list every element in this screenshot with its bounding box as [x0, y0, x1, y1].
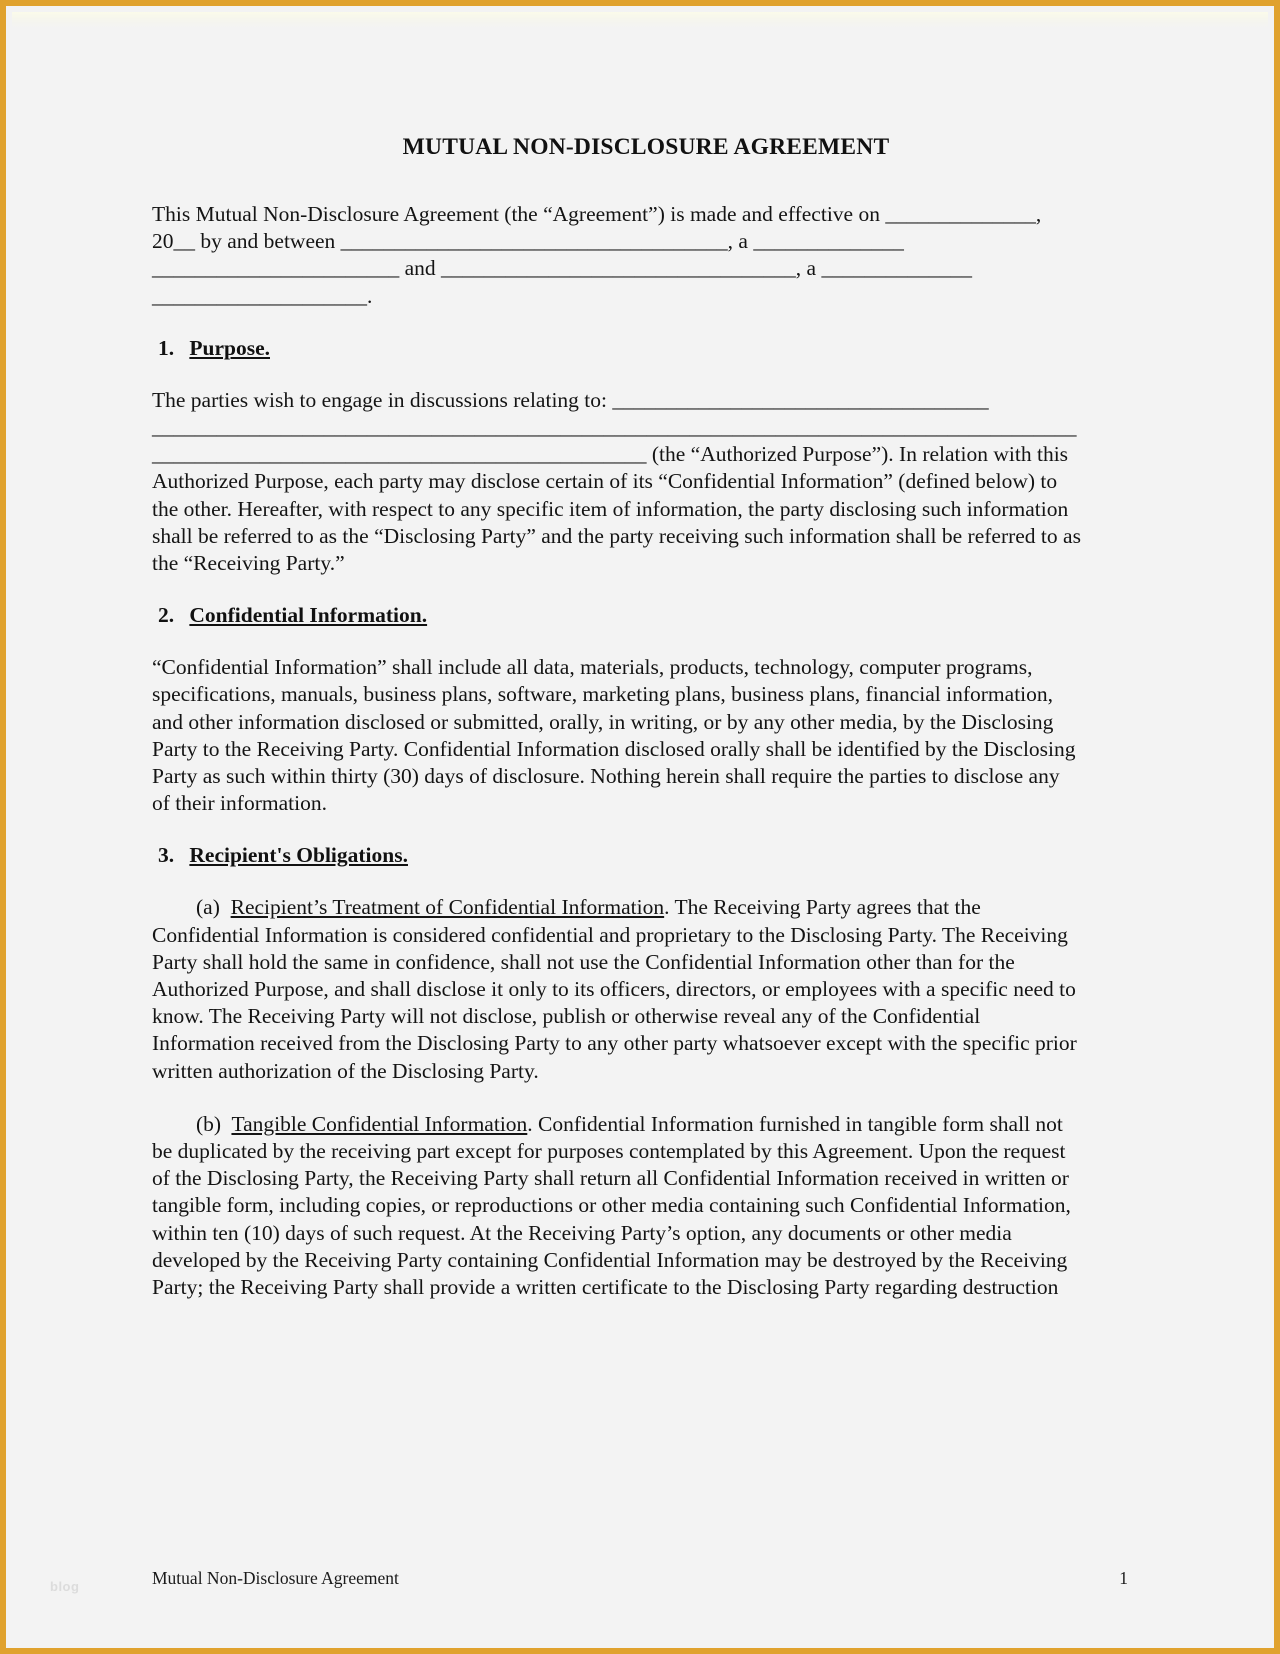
footer-document-name: Mutual Non-Disclosure Agreement	[152, 1568, 399, 1588]
section-body-confidential-information: “Confidential Information” shall include all data, materials, products, technology, computer programs, specifications, manuals, business plans, software, marketing plans, business plans, financial information, and other information disclosed or submitted, orally, in writing, or by any other media, by the Disclosing Party to the Receiving Party. Confidential Information disclosed orally shall be identified by the Disclosing Party as such within thirty (30) days of disclosure. Nothing herein shall require the parties to disclose any of their information.	[152, 655, 1076, 816]
page-top-sheen	[12, 12, 1268, 28]
subsection-b	[152, 1111, 1082, 1301]
section-number-1: 1.	[158, 335, 175, 360]
section-number-3: 3.	[158, 843, 175, 868]
section-body-purpose: The parties wish to engage in discussions relating to: ___________________________________ ______________________________________________________________________________________ ______________________________________________ (the “Authorized Purpose”). In relation with this Authorized Purpose, each party may disclose certain of its “Confidential Information” (defined below) to the other. Hereafter, with respect to any specific item of information, the party disclosing such information shall be referred to as the “Disclosing Party” and the party receiving such information shall be referred to as the “Receiving Party.”	[152, 387, 1081, 576]
subsection-a-body: . The Receiving Party agrees that the Confidential Information is considered confidential and proprietary to the Disclosing Party. The Receiving Party shall hold the same in confidence, shall not use the Confidential Information other than for the Authorized Purpose, and shall disclose it only to its officers, directors, or employees with a specific need to know. The Receiving Party will not disclose, publish or otherwise reveal any of the Confidential Information received from the Disclosing Party to any other party whatsoever except with the specific prior written authorization of the Disclosing Party.	[152, 895, 1077, 1083]
section-heading-confidential-information	[152, 603, 1082, 628]
section-title-3: Recipient's Obligations.	[189, 843, 408, 868]
page-footer	[152, 1568, 1128, 1589]
section-heading-purpose	[152, 336, 1082, 361]
section-title-1: Purpose.	[189, 335, 270, 360]
section-heading-recipients-obligations	[152, 843, 1082, 868]
blog-watermark: blog	[50, 1579, 80, 1594]
subsection-a-lead: Recipient’s Treatment of Confidential Information	[230, 895, 665, 920]
subsection-b-lead: Tangible Confidential Information	[231, 1111, 528, 1136]
section-title-2: Confidential Information.	[189, 603, 428, 628]
page-title: MUTUAL NON-DISCLOSURE AGREEMENT	[402, 134, 890, 160]
document-sheet	[12, 12, 1268, 1642]
subsection-a-label: (a)	[196, 895, 220, 920]
section-number-2: 2.	[158, 603, 175, 628]
subsection-b-body: . Confidential Information furnished in tangible form shall not be duplicated by the receiving part except for purposes contemplated by this Agreement. Upon the request of the Disclosing Party, the Receiving Party shall return all Confidential Information received in written or tangible form, including copies, or reproductions or other media containing such Confidential Information, within ten (10) days of such request. At the Receiving Party’s option, any documents or other media developed by the Receiving Party containing Confidential Information may be destroyed by the Receiving Party; the Receiving Party shall provide a written certificate to the Disclosing Party regarding destruction	[152, 1111, 1071, 1300]
intro-paragraph: This Mutual Non-Disclosure Agreement (the “Agreement”) is made and effective on ______________, 20__ by and between ____________________________________, a ______________ _______________________ and _________________________________, a ______________ ____________________.	[152, 202, 1042, 308]
subsection-a	[152, 894, 1082, 1084]
footer-page-number: 1	[1119, 1568, 1128, 1588]
subsection-b-label: (b)	[196, 1111, 222, 1136]
document-body	[152, 134, 1082, 1327]
